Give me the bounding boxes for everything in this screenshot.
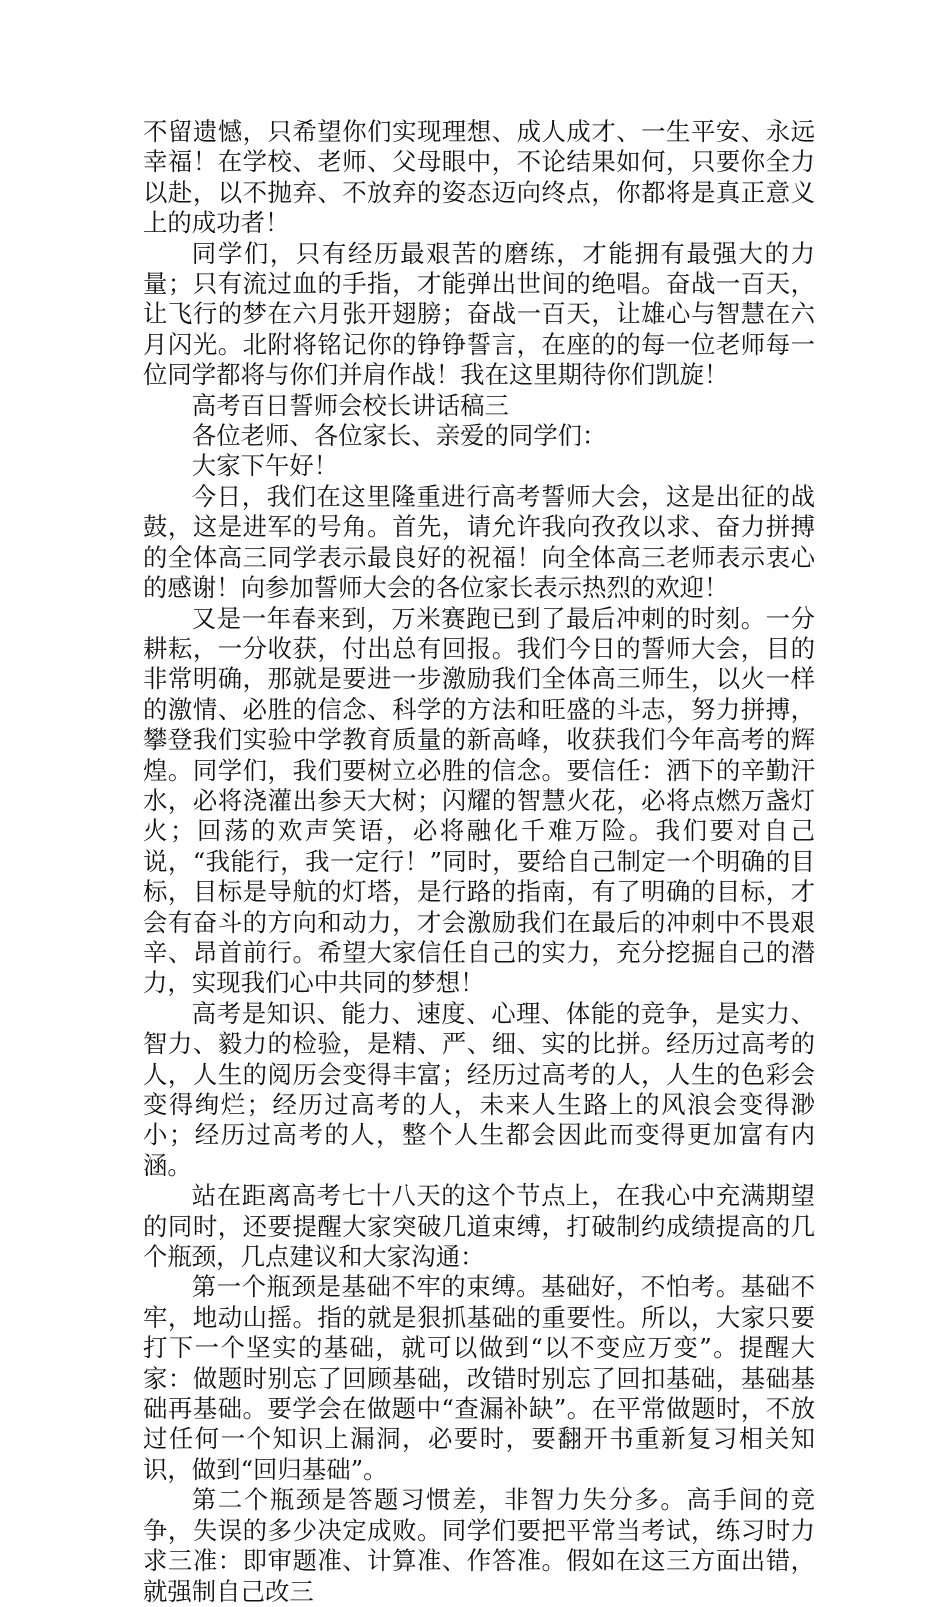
- section-title: 高考百日誓师会校长讲话稿三: [191, 390, 509, 420]
- paragraph-2: 同学们，只有经历最艰苦的磨练，才能拥有最强大的力量；只有流过血的手指，才能弹出世间的绝唱。奋战一百天，让飞行的梦在六月张开翅膀；奋战一百天，让雄心与智慧在六月闪光。北附将铭记你的铮铮誓言，在座的的每一位老师每一位同学都将与你们并肩作战！我在这里期待你们凯旋！: [143, 238, 815, 390]
- salutation: 各位老师、各位家长、亲爱的同学们：: [191, 421, 607, 451]
- document-body: [143, 117, 815, 1607]
- paragraph-5: 高考是知识、能力、速度、心理、体能的竞争，是实力、智力、毅力的检验，是精、严、细、实的比拼。经历过高考的人，人生的阅历会变得丰富；经历过高考的人，人生的色彩会变得绚烂；经历过高考的人，未来人生路上的风浪会变得渺小；经历过高考的人，整个人生都会因此而变得更加富有内涵。: [143, 998, 815, 1180]
- paragraph-1: 不留遗憾，只希望你们实现理想、成人成才、一生平安、永远幸福！在学校、老师、父母眼中，不论结果如何，只要你全力以赴，以不抛弃、不放弃的姿态迈向终点，你都将是真正意义上的成功者！: [143, 117, 815, 238]
- paragraph-7: 第一个瓶颈是基础不牢的束缚。基础好，不怕考。基础不牢，地动山摇。指的就是狠抓基础的重要性。所以，大家只要打下一个坚实的基础，就可以做到“以不变应万变”。提醒大家：做题时别忘了回顾基础，改错时别忘了回扣基础，基础基础再基础。要学会在做题中“查漏补缺”。在平常做题时，不放过任何一个知识上漏洞，必要时，要翻开书重新复习相关知识，做到“回归基础”。: [143, 1272, 815, 1484]
- paragraph-4: 又是一年春来到，万米赛跑已到了最后冲刺的时刻。一分耕耘，一分收获，付出总有回报。我们今日的誓师大会，目的非常明确，那就是要进一步激励我们全体高三师生，以火一样的激情、必胜的信念、科学的方法和旺盛的斗志，努力拼搏，攀登我们实验中学教育质量的新高峰，收获我们今年高考的辉煌。同学们，我们要树立必胜的信念。要信任：洒下的辛勤汗水，必将浇灌出参天大树；闪耀的智慧火花，必将点燃万盏灯火；回荡的欢声笑语，必将融化千难万险。我们要对自己说，“我能行，我一定行！”同时，要给自己制定一个明确的目标，目标是导航的灯塔，是行路的指南，有了明确的目标，才会有奋斗的方向和动力，才会激励我们在最后的冲刺中不畏艰辛、昂首前行。希望大家信任自己的实力，充分挖掘自己的潜力，实现我们心中共同的梦想！: [143, 603, 815, 998]
- paragraph-8: 第二个瓶颈是答题习惯差，非智力失分多。高手间的竞争，失误的多少决定成败。同学们要把平常当考试，练习时力求三准：即审题准、计算准、作答准。假如在这三方面出错，就强制自己改三: [143, 1485, 815, 1606]
- greeting: 大家下午好！: [191, 451, 339, 481]
- paragraph-3: 今日，我们在这里隆重进行高考誓师大会，这是出征的战鼓，这是进军的号角。首先，请允许我向孜孜以求、奋力拼搏的全体高三同学表示最良好的祝福！向全体高三老师表示衷心的感谢！向参加誓师大会的各位家长表示热烈的欢迎！: [143, 481, 815, 603]
- paragraph-6: 站在距离高考七十八天的这个节点上，在我心中充满期望的同时，还要提醒大家突破几道束缚，打破制约成绩提高的几个瓶颈，几点建议和大家沟通：: [143, 1181, 815, 1272]
